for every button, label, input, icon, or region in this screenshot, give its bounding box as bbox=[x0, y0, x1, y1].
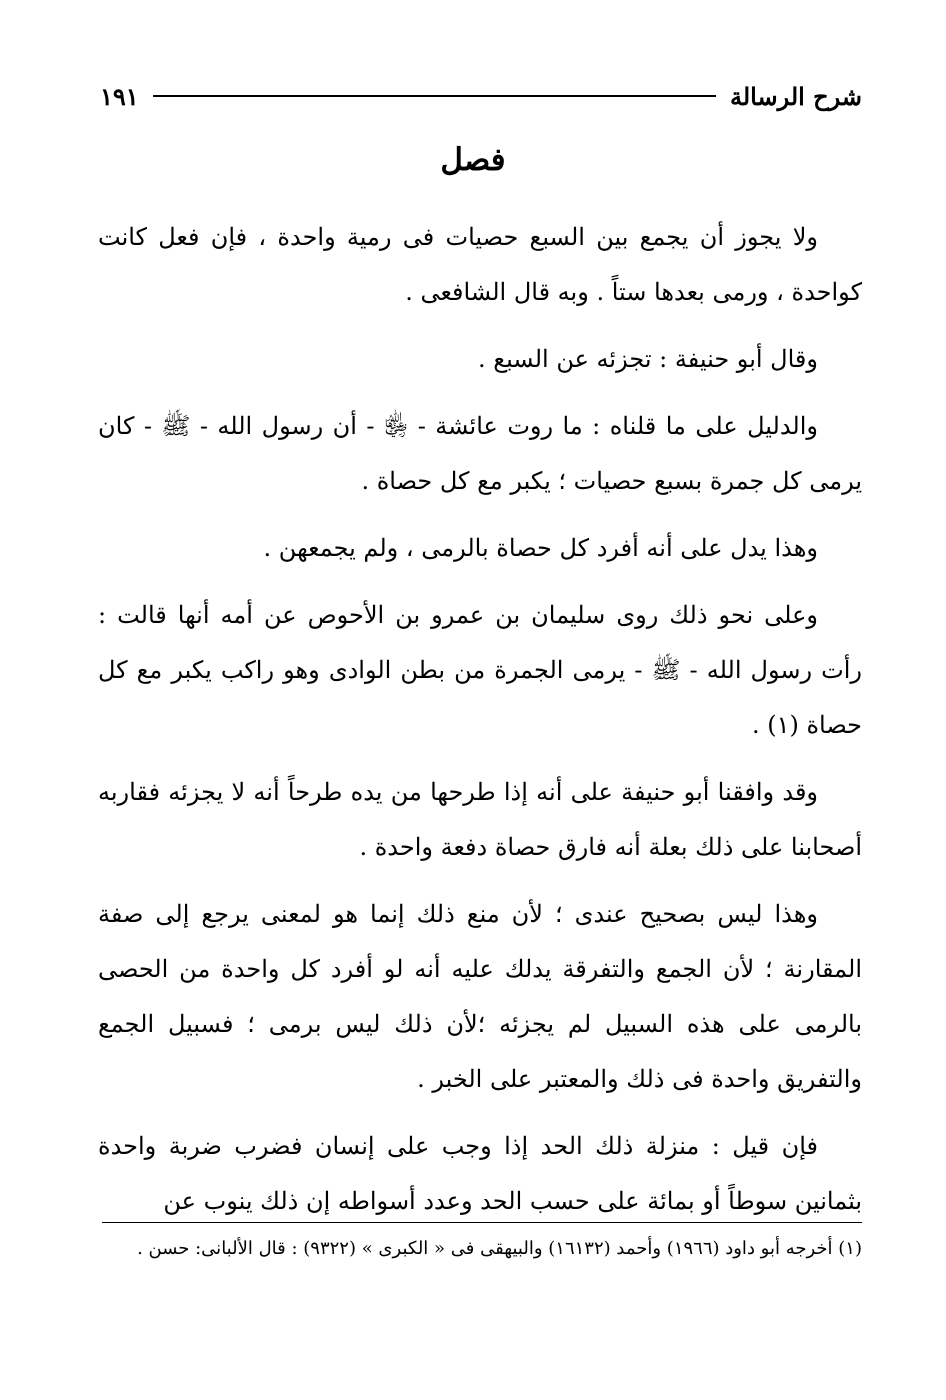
header-rule bbox=[153, 95, 716, 97]
paragraph: وهذا يدل على أنه أفرد كل حصاة بالرمى ، ولم يجمعهن . bbox=[263, 534, 818, 562]
paragraph: وهذا ليس بصحيح عندى ؛ لأن منع ذلك إنما هو لمعنى يرجع إلى صفة المقارنة ؛ لأن الجمع والتفرقة يدلك عليه أنه لو أفرد كل واحدة من الحصى بالرمى على هذه السبيل لم يجزئه ؛لأن ذلك ليس برمى ؛ فسبيل الجمع والتفريق واحدة فى ذلك والمعتبر على الخبر . bbox=[98, 900, 863, 1093]
paragraph: وقد وافقنا أبو حنيفة على أنه إذا طرحها من يده طرحاً أنه لا يجزئه فقاربه أصحابنا على ذلك بعلة أنه فارق حصاة دفعة واحدة . bbox=[98, 778, 862, 861]
paragraph: ولا يجوز أن يجمع بين السبع حصيات فى رمية واحدة ، فإن فعل كانت كواحدة ، ورمى بعدها ستاً . وبه قال الشافعى . bbox=[98, 223, 862, 306]
section-title: فصل bbox=[440, 142, 506, 178]
footnotes bbox=[98, 1230, 862, 1268]
running-title: شرح الرسالة bbox=[729, 81, 862, 111]
paragraph: والدليل على ما قلناه : ما روت عائشة - ﵂ - أن رسول الله - ﷺ - كان يرمى كل جمرة بسبع حصيات ؛ يكبر مع كل حصاة . bbox=[98, 412, 862, 495]
paragraph: فإن قيل : منزلة ذلك الحد إذا وجب على إنسان فضرب ضربة واحدة بثمانين سوطاً أو بمائة على حسب الحد وعدد أسواطه إن ذلك ينوب عن bbox=[98, 1132, 862, 1215]
footnote: (١) أخرجه أبو داود (١٩٦٦) وأحمد (١٦١٣٢) والبيهقى فى « الكبرى » (٩٣٢٢) : قال الألبانى: حسن . bbox=[137, 1238, 862, 1259]
paragraph: وقال أبو حنيفة : تجزئه عن السبع . bbox=[478, 345, 818, 373]
paragraph: وعلى نحو ذلك روى سليمان بن عمرو بن الأحوص عن أمه أنها قالت : رأت رسول الله - ﷺ - يرمى الجمرة من بطن الوادى وهو راكب يكبر مع كل حصاة (١) . bbox=[98, 601, 862, 739]
body-text bbox=[98, 210, 862, 1229]
page-number: ١٩١ bbox=[100, 81, 139, 111]
page-header bbox=[100, 76, 862, 116]
footnote-rule bbox=[102, 1222, 862, 1223]
